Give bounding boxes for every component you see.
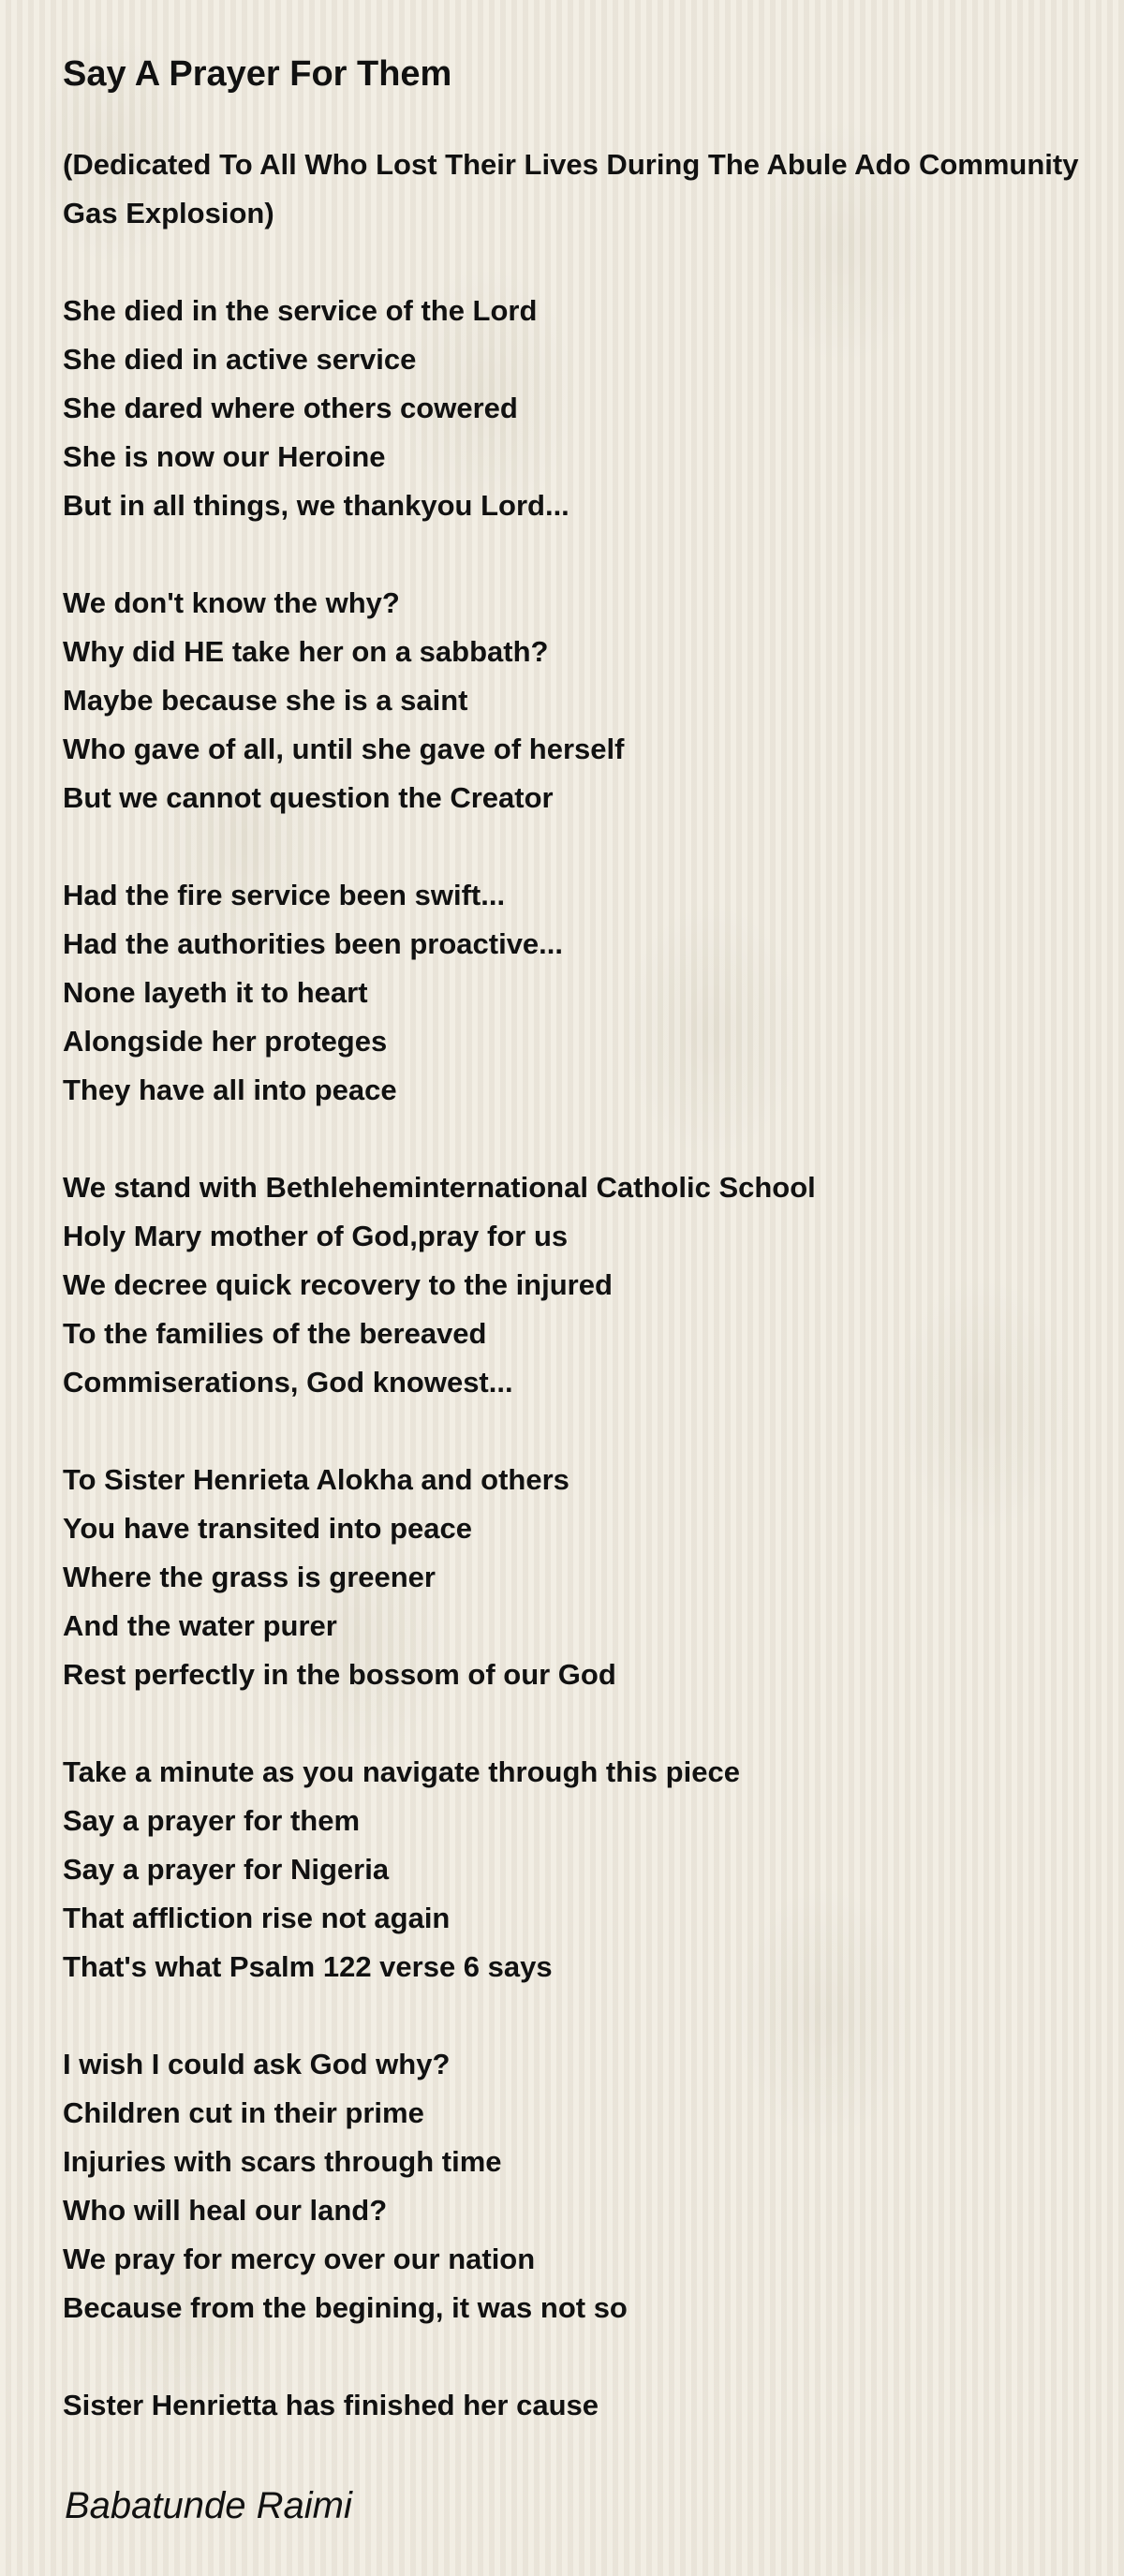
poem-line: But in all things, we thankyou Lord... (63, 489, 569, 522)
poem-line: Who gave of all, until she gave of herself (63, 733, 625, 765)
poem-line: Holy Mary mother of God,pray for us (63, 1220, 569, 1252)
poem-line: Say a prayer for them (63, 1804, 361, 1837)
poem-line: Take a minute as you navigate through this piece (63, 1755, 740, 1788)
poem-line: That affliction rise not again (63, 1902, 451, 1934)
poem-line: Say a prayer for Nigeria (63, 1853, 390, 1886)
poem-author: Babatunde Raimi (65, 2485, 352, 2526)
poem-title: Say A Prayer For Them (63, 54, 452, 94)
poem-line: Alongside her proteges (63, 1025, 388, 1058)
poem-line: None layeth it to heart (63, 976, 368, 1009)
dedication-line: Gas Explosion) (63, 197, 274, 229)
poem-line: To the families of the bereaved (63, 1317, 487, 1350)
poem-line: Commiserations, God knowest... (63, 1366, 513, 1399)
poem-line: That's what Psalm 122 verse 6 says (63, 1950, 553, 1983)
poem-line: To Sister Henrieta Alokha and others (63, 1463, 569, 1496)
poem-line: We don't know the why? (63, 586, 400, 619)
poem-line: Why did HE take her on a sabbath? (63, 635, 549, 668)
stanza (63, 287, 1124, 530)
stanza (63, 871, 1124, 1115)
poem-line: Because from the begining, it was not so (63, 2291, 628, 2324)
poem-line: Rest perfectly in the bossom of our God (63, 1658, 616, 1691)
stanza (63, 579, 1124, 822)
poem-line: You have transited into peace (63, 1512, 472, 1545)
poem-dedication (63, 141, 1124, 238)
poem-line: We decree quick recovery to the injured (63, 1268, 613, 1301)
poem-line: Injuries with scars through time (63, 2145, 502, 2178)
poem-line: Maybe because she is a saint (63, 684, 468, 717)
poem-line: But we cannot question the Creator (63, 781, 554, 814)
poem-line: Who will heal our land? (63, 2194, 388, 2227)
poem-line: I wish I could ask God why? (63, 2048, 451, 2080)
poem-body (63, 287, 1124, 2430)
poem-line: Children cut in their prime (63, 2096, 424, 2129)
poem-line: We pray for mercy over our nation (63, 2243, 536, 2275)
stanza (63, 2381, 1124, 2430)
poem-line: Where the grass is greener (63, 1561, 436, 1593)
poem-line: And the water purer (63, 1609, 337, 1642)
stanza (63, 1163, 1124, 1407)
poem-page (63, 45, 1124, 2479)
stanza (63, 1456, 1124, 1699)
stanza (63, 1748, 1124, 1991)
poem-line: They have all into peace (63, 1073, 397, 1106)
stanza (63, 2040, 1124, 2332)
poem-line: She dared where others cowered (63, 392, 518, 424)
poem-line: She is now our Heroine (63, 440, 386, 473)
poem-line: Had the authorities been proactive... (63, 927, 564, 960)
poem-line: We stand with Bethleheminternational Catholic School (63, 1171, 816, 1204)
poem-line: She died in active service (63, 343, 417, 376)
poem-line: She died in the service of the Lord (63, 294, 538, 327)
dedication-line: (Dedicated To All Who Lost Their Lives During The Abule Ado Community (63, 148, 1079, 181)
poem-line: Had the fire service been swift... (63, 879, 506, 911)
poem-line: Sister Henrietta has finished her cause (63, 2389, 599, 2421)
